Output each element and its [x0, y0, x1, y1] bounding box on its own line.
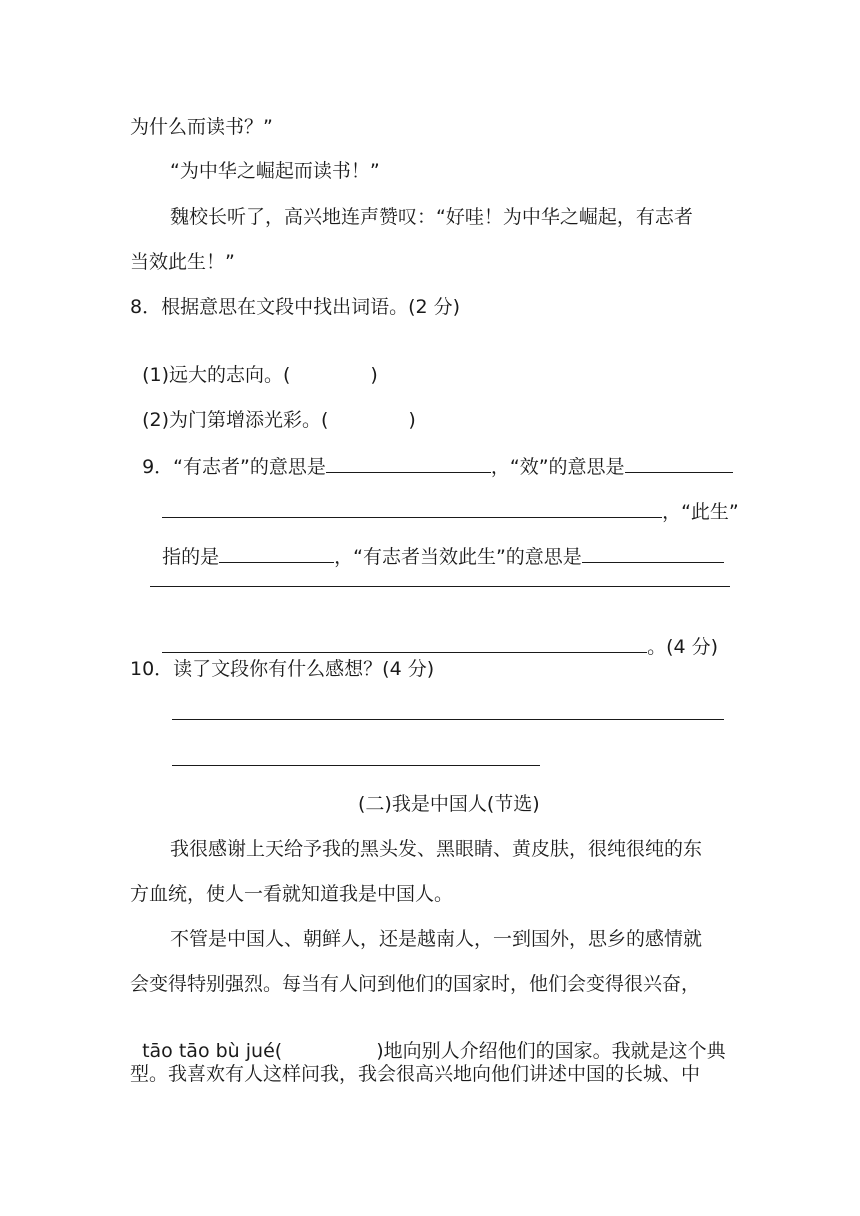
- item-text: (2)为门第增添光彩。(: [142, 409, 329, 431]
- answer-blank[interactable]: [326, 454, 491, 473]
- passage-line: 为什么而读书？”: [130, 116, 273, 138]
- q9-text: ，“此生”: [662, 501, 739, 523]
- answer-blank[interactable]: [625, 454, 733, 473]
- passage-line: 方血统，使人一看就知道我是中国人。: [130, 883, 454, 905]
- passage-text: )地向别人介绍他们的国家。我就是这个典: [376, 1040, 726, 1062]
- q9-text: ，“有志者当效此生”的意思是: [334, 546, 582, 568]
- pinyin-text: tāo tāo bù jué(: [142, 1040, 283, 1062]
- passage-line: 我很感谢上天给予我的黑头发、黑眼睛、黄皮肤，很纯很纯的东: [170, 838, 703, 860]
- question-8-item-1: [130, 342, 378, 386]
- q9-text: 9．“有志者”的意思是: [142, 456, 326, 478]
- question-10-title: 10．读了文段你有什么感想？(4 分): [130, 658, 435, 680]
- q9-text: ，“效”的意思是: [490, 456, 625, 478]
- passage-line: 型。我喜欢有人这样问我，我会很高兴地向他们讲述中国的长城、中: [130, 1063, 701, 1085]
- question-8-title: 8．根据意思在文段中找出词语。(2 分): [130, 296, 461, 318]
- passage-line: 不管是中国人、朝鲜人，还是越南人，一到国外，思乡的感情就: [170, 928, 703, 950]
- passage-line: 会变得特别强烈。每当有人问到他们的国家时，他们会变得很兴奋，: [130, 973, 701, 995]
- question-9-line-1: [130, 432, 733, 478]
- answer-line[interactable]: [172, 765, 540, 766]
- answer-blank[interactable]: [162, 634, 647, 653]
- passage-line: 当效此生！”: [130, 251, 235, 273]
- q9-text: 指的是: [162, 546, 220, 568]
- item-close: ): [408, 409, 416, 431]
- question-8-item-2: [130, 387, 416, 431]
- item-close: ): [370, 364, 378, 386]
- item-text: (1)远大的志向。(: [142, 364, 291, 386]
- question-9-line-3: [150, 522, 724, 568]
- section-title: (二)我是中国人(节选): [358, 793, 540, 815]
- passage-line: [130, 1018, 726, 1062]
- q9-text: 。(4 分): [647, 636, 719, 658]
- answer-blank[interactable]: [162, 499, 662, 518]
- answer-line[interactable]: [150, 586, 730, 587]
- question-9-line-2: [150, 477, 739, 523]
- passage-line: “为中华之崛起而读书！”: [170, 160, 380, 182]
- question-9-line-5: [150, 612, 718, 658]
- answer-line[interactable]: [172, 719, 724, 720]
- passage-line: 魏校长听了，高兴地连声赞叹：“好哇！为中华之崛起，有志者: [170, 206, 693, 228]
- answer-blank[interactable]: [219, 544, 334, 563]
- answer-blank[interactable]: [582, 544, 724, 563]
